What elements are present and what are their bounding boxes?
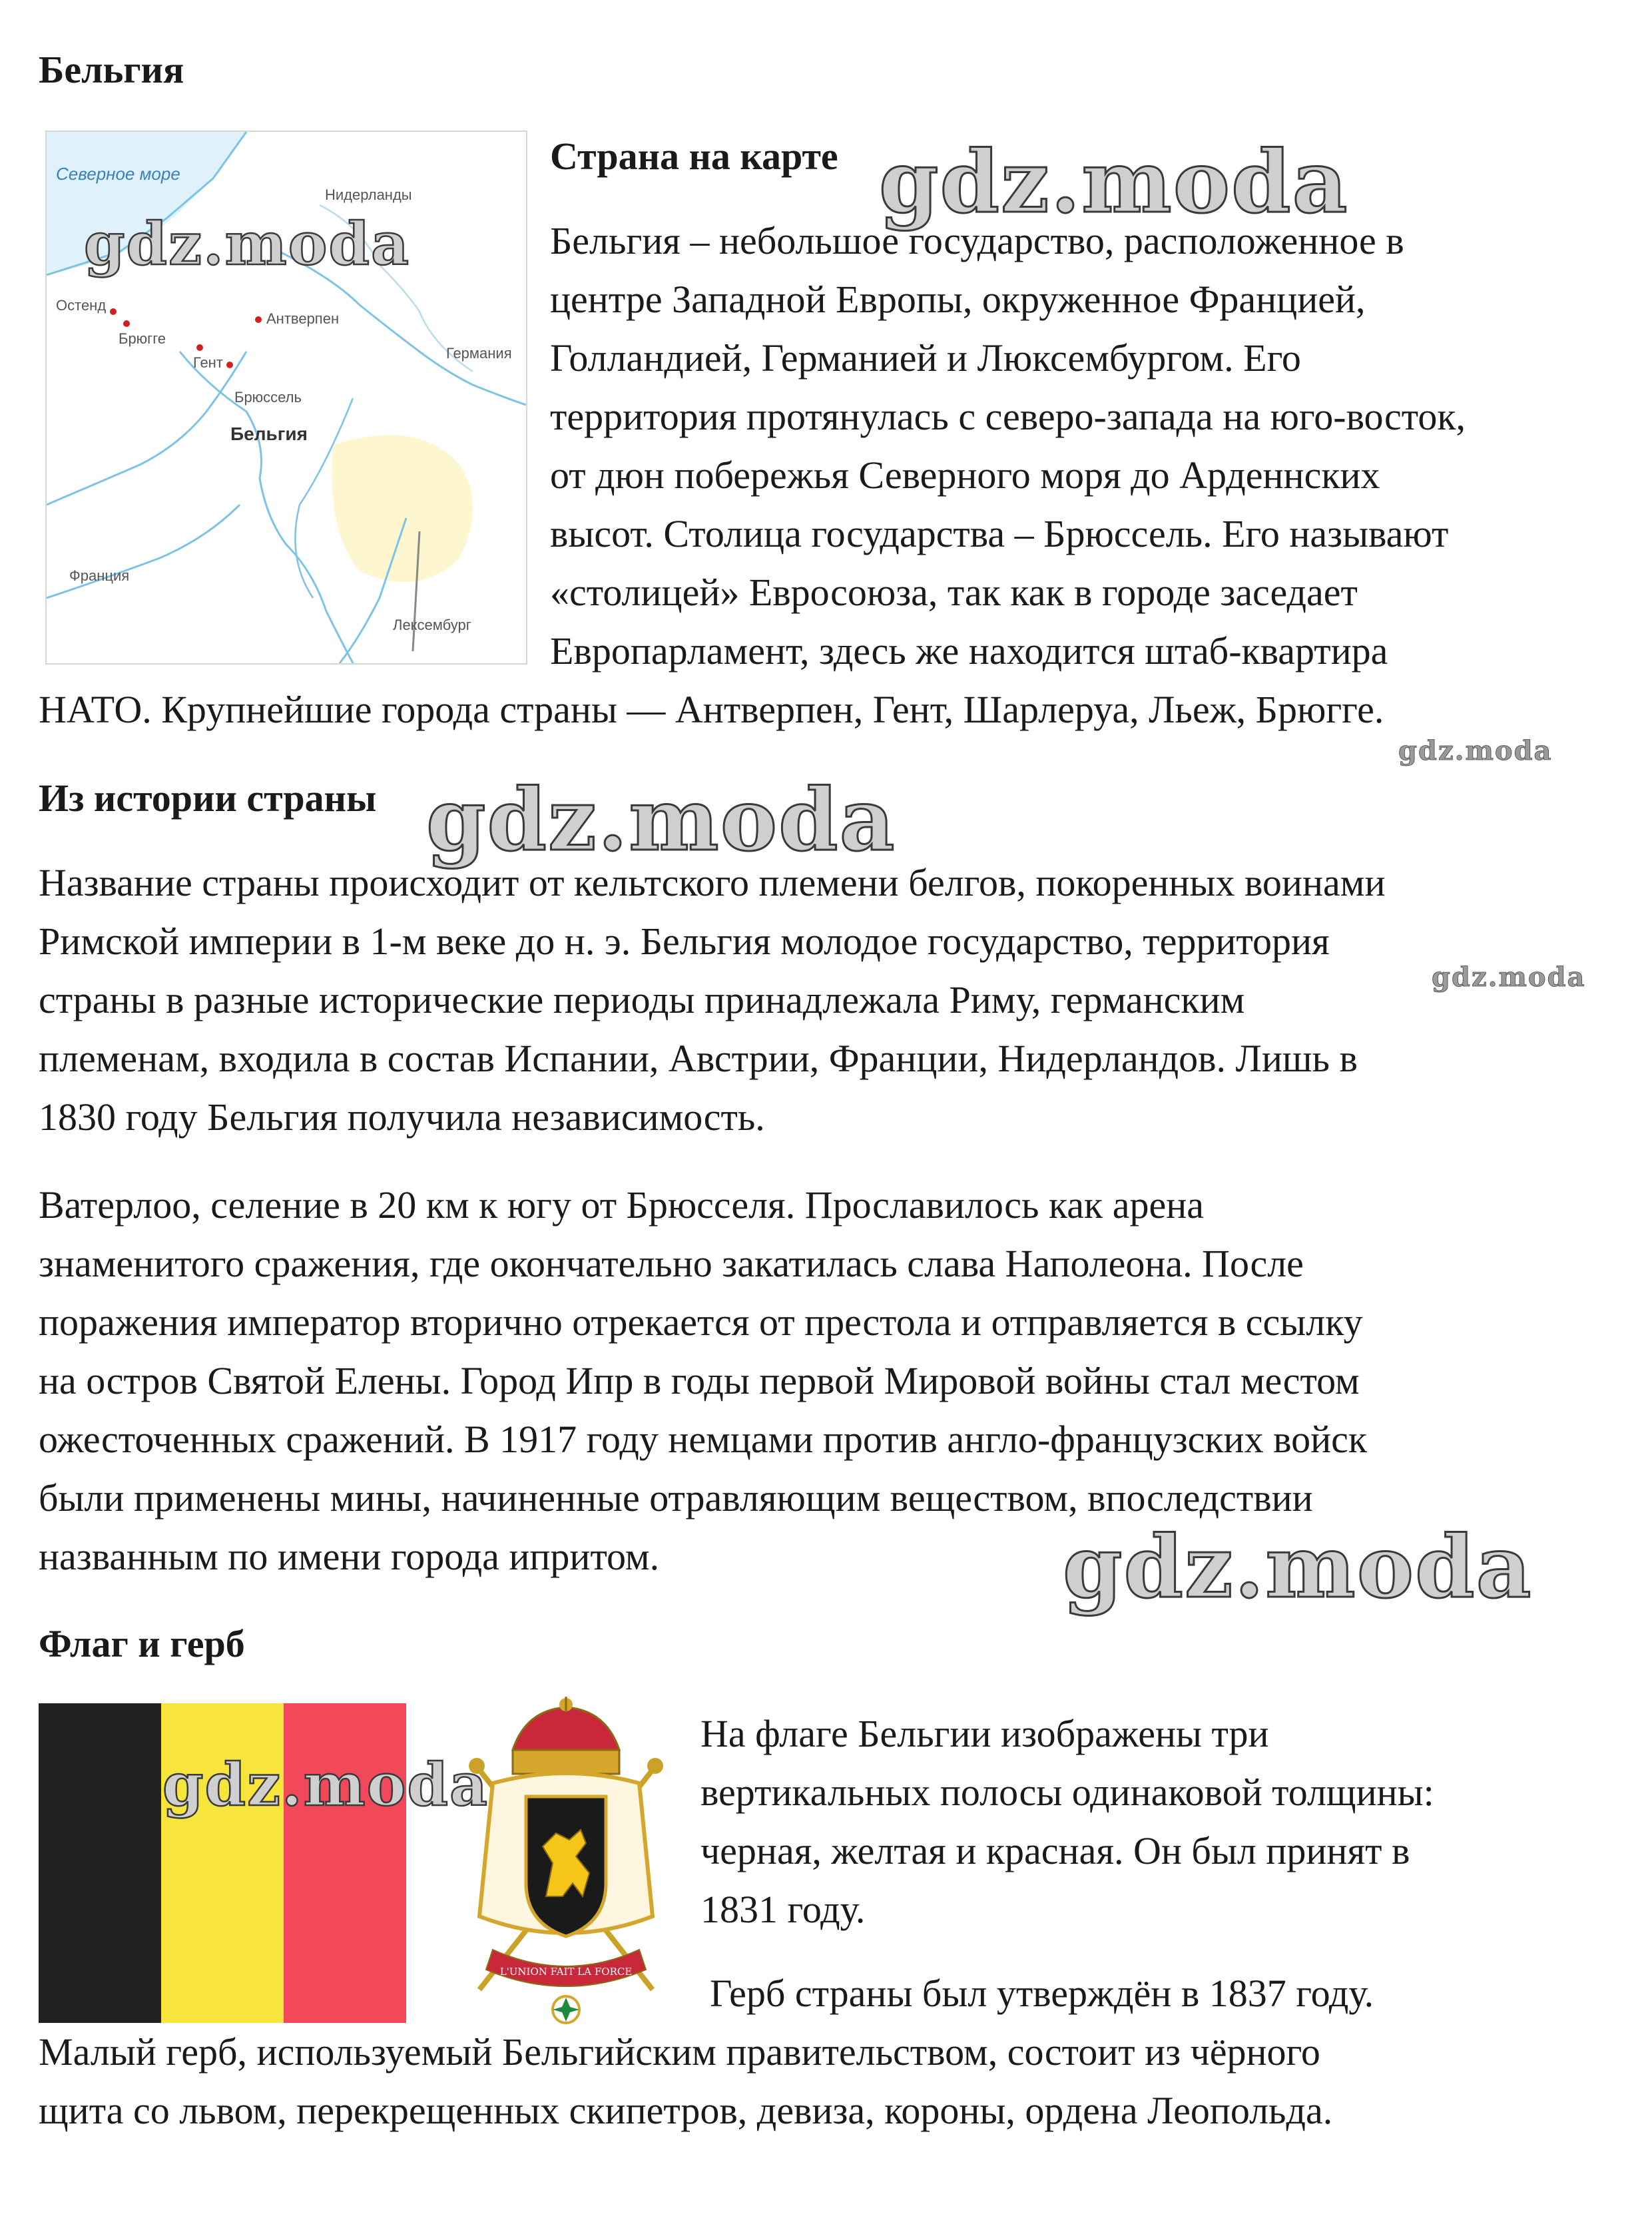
text-line: «столицей» Евросоюза, так как в городе заседает: [550, 571, 1358, 614]
watermark: gdz.moda: [1398, 735, 1553, 766]
text-line: территория протянулась с северо-запада на юго-восток,: [550, 395, 1466, 438]
watermark: gdz.moda: [1432, 962, 1586, 993]
map-label-ghent: Гент: [193, 354, 223, 371]
text-line: поражения император вторично отрекается от престола и отправляется в ссылку: [39, 1300, 1363, 1344]
text-line: Европарламент, здесь же находится штаб-квартира: [550, 629, 1388, 673]
map-label-sea: Северное море: [56, 164, 180, 184]
text-line: 1830 году Бельгия получила независимость.: [39, 1095, 765, 1139]
map-label-luxembourg: Лексембург: [393, 617, 471, 633]
section-heading-history: Из истории страны: [39, 776, 377, 820]
river-line: [47, 352, 246, 505]
map-label-france: Франция: [69, 567, 130, 584]
city-dot: [123, 320, 130, 327]
text-line: центре Западной Европы, окруженное Францией,: [550, 278, 1366, 321]
watermark: gdz.moda: [1063, 1518, 1533, 1617]
coat-of-arms: [433, 1697, 699, 2030]
map-text-block: [550, 212, 1642, 681]
text-line: Голландией, Германией и Люксембургом. Его: [550, 336, 1301, 380]
text-line: названным по имени города ипритом.: [39, 1535, 660, 1578]
map-label-ostend: Остенд: [56, 297, 107, 314]
map-label-germany: Германия: [446, 345, 512, 362]
city-dot: [196, 344, 203, 351]
text-line: знаменитого сражения, где окончательно закатилась слава Наполеона. После: [39, 1242, 1304, 1285]
text-line: были применены мины, начиненные отравляющим веществом, впоследствии: [39, 1476, 1313, 1520]
flag-stripe-black: [39, 1703, 161, 2023]
text-line: страны в разные исторические периоды принадлежала Риму, германским: [39, 978, 1245, 1021]
luxembourg-area: [332, 435, 473, 582]
text-line: Ватерлоо, селение в 20 км к югу от Брюсселя. Прославилось как арена: [39, 1183, 1204, 1227]
flag-side-text: [700, 1705, 1434, 1939]
text-line: Бельгия – небольшое государство, расположенное в: [550, 219, 1404, 262]
section-heading-flag: Флаг и герб: [39, 1622, 245, 1665]
text-line: щита со львом, перекрещенных скипетров, девиза, короны, ордена Леопольда.: [39, 2089, 1333, 2132]
text-line: вертикальных полосы одинаковой толщины:: [700, 1771, 1434, 1814]
text-line: На флаге Бельгии изображены три: [700, 1712, 1269, 1755]
text-line: высот. Столица государства – Брюссель. Его называют: [550, 512, 1449, 555]
watermark: gdz.moda: [162, 1750, 489, 1819]
map-label-netherlands: Нидерланды: [325, 186, 412, 203]
text-line: Римской империи в 1-м веке до н. э. Бельгия молодое государство, территория: [39, 920, 1330, 963]
text-line: Название страны происходит от кельтского племени белгов, покоренных воинами: [39, 861, 1386, 904]
section-heading-map: Страна на карте: [550, 135, 838, 178]
text-line: 1831 году.: [700, 1888, 866, 1931]
page-title: Бельгия: [39, 48, 184, 91]
text-line: ожесточенных сражений. В 1917 году немцами против англо-французских войск: [39, 1418, 1368, 1461]
watermark: gdz.moda: [426, 770, 896, 870]
text-line: черная, желтая и красная. Он был принят в: [700, 1829, 1410, 1872]
text-line: Малый герб, используемый Бельгийским правительством, состоит из чёрного: [39, 2030, 1320, 2074]
map-label-belgium: Бельгия: [230, 423, 308, 444]
city-dot: [110, 308, 117, 315]
map-label-bruges: Брюгге: [119, 330, 166, 347]
map-label-antwerp: Антверпен: [266, 310, 340, 327]
city-dot: [226, 362, 233, 368]
text-line: от дюн побережья Северного моря до Арденнских: [550, 453, 1380, 497]
text-line: Герб страны был утверждён в 1837 году.: [710, 1972, 1374, 2015]
flag-full-text: [39, 2023, 1332, 2140]
history-paragraph-1: [39, 854, 1386, 1147]
text-line: племенам, входила в состав Испании, Австрии, Франции, Нидерландов. Лишь в: [39, 1037, 1358, 1080]
map-label-brussels: Брюссель: [234, 389, 302, 406]
text-line: на остров Святой Елены. Город Ипр в годы первой Мировой войны стал местом: [39, 1359, 1360, 1402]
motto-text: L'UNION FAIT LA FORCE: [499, 1966, 633, 1978]
city-dot: [255, 316, 262, 323]
watermark: gdz.moda: [84, 209, 411, 278]
watermark: gdz.moda: [879, 133, 1349, 232]
text-line: НАТО. Крупнейшие города страны — Антверпен, Гент, Шарлеруа, Льеж, Брюгге.: [39, 688, 1384, 731]
